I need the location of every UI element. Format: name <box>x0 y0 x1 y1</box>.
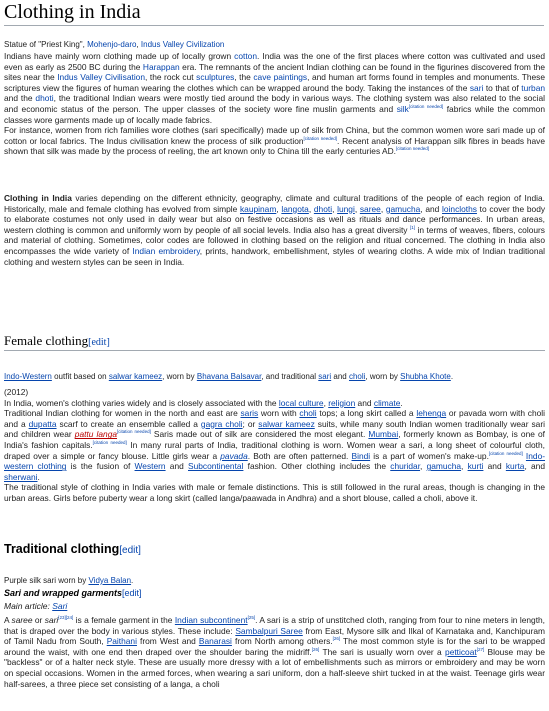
link-banarasi[interactable]: Banarasi <box>198 636 232 647</box>
link-bindi[interactable]: Bindi <box>351 450 371 461</box>
link-bhavana-balsavar[interactable]: Bhavana Balsavar <box>196 372 262 381</box>
link-dhoti[interactable]: dhoti <box>35 93 54 104</box>
link-paithani[interactable]: Paithani <box>106 636 137 647</box>
citation-needed[interactable]: [citation needed] <box>408 104 444 110</box>
link-cotton[interactable]: cotton <box>234 51 257 61</box>
link-lungi[interactable]: lungi <box>337 203 355 214</box>
link-shubha-khote[interactable]: Shubha Khote <box>400 372 451 381</box>
reference-27[interactable]: [27] <box>476 646 485 652</box>
reference-25[interactable]: [25] <box>247 615 256 621</box>
image-caption-indo-western: Indo-Western outfit based on salwar kameez, worn by Bhavana Balsavar, and traditional sari and choli, worn by Shubha Khote. <box>4 372 454 381</box>
link-kurti[interactable]: kurti <box>467 461 484 472</box>
link-dhoti[interactable]: dhoti <box>313 203 333 214</box>
traditional-style-paragraph: The traditional style of clothing in India varies with male or female distinctions. This is still followed in the rural areas, though is changing in the urban areas. Girls before puberty wear a long skirt (called langa/paawada in Andhra) and a short blouse, called a choli, above it. <box>4 482 545 503</box>
link-dupatta[interactable]: dupatta <box>28 418 57 429</box>
link-sculptures[interactable]: sculptures <box>196 72 235 83</box>
link-petticoat[interactable]: petticoat <box>445 646 477 657</box>
link-mumbai[interactable]: Mumbai <box>368 429 399 440</box>
clothing-overview-paragraph: Clothing in India varies depending on the different ethnicity, geography, climate and cultural traditions of the people of each region of India. Historically, male and female clothing has evolved from simple kaupinam, langota, dhoti, lungi, saree, gamucha, and loincloths to cover the body to elaborate costumes not only used in daily wear but also on festive occasions as well as rituals and dance performances. In urban areas, western clothing is common and uniformly worn by people of all social levels. India also has a great diversity [1] in terms of weaves, fibers, colours and material of clothing. Sometimes, color codes are followed in clothing based on the religion and ritual concerned. The clothing in India also encompasses the wide variety of Indian embroidery, prints, handwork, embellishment, styles of wearing cloths. A wide mix of Indian traditional clothing and western styles can be seen in India. <box>4 193 546 267</box>
link-harappan[interactable]: Harappan <box>142 61 180 72</box>
link-loincloths[interactable]: loincloths <box>442 203 477 214</box>
link-pattu-langa[interactable]: pattu langa <box>74 429 118 440</box>
citation-needed[interactable]: [citation needed] <box>488 450 523 456</box>
edit-link[interactable]: [edit] <box>122 588 142 598</box>
link-vidya-balan[interactable]: Vidya Balan <box>88 576 132 585</box>
citation-needed[interactable]: [citation needed] <box>303 135 337 141</box>
edit-link[interactable]: [edit] <box>88 337 110 348</box>
link-cave-paintings[interactable]: cave paintings <box>253 72 308 83</box>
caption-year: (2012) <box>4 387 29 397</box>
link-subcontinental[interactable]: Subcontinental <box>188 461 244 472</box>
page-title: Clothing in India <box>4 1 141 23</box>
link-indo-western[interactable]: Indo-Western <box>4 372 52 381</box>
link-lehenga[interactable]: lehenga <box>416 408 447 419</box>
link-choli[interactable]: choli <box>299 408 317 419</box>
link-sambalpuri-saree[interactable]: Sambalpuri Saree <box>235 625 303 636</box>
link-choli[interactable]: choli <box>348 372 366 381</box>
edit-link[interactable]: [edit] <box>119 545 141 556</box>
link-main-article-sari[interactable]: Sari <box>52 601 68 611</box>
link-indo-western-clothing[interactable]: Indo-western clothing <box>4 450 546 472</box>
reference-1[interactable]: [1] <box>410 224 416 230</box>
link-indian-subcontinent[interactable]: Indian subcontinent <box>174 615 248 625</box>
link-western[interactable]: Western <box>134 461 166 472</box>
link-langota[interactable]: langota <box>281 203 309 214</box>
link-sari[interactable]: sari <box>469 82 484 93</box>
link-climate[interactable]: climate <box>373 397 401 408</box>
link-turban[interactable]: turban <box>521 82 546 93</box>
title-underline <box>4 25 544 26</box>
reference-23-24[interactable]: [23][24] <box>58 615 74 621</box>
link-indian-embroidery[interactable]: Indian embroidery <box>132 245 200 256</box>
link-saree[interactable]: saree <box>359 203 381 214</box>
citation-needed[interactable]: [citation needed] <box>395 146 429 152</box>
section-rule <box>4 350 545 351</box>
section-heading-female-clothing: Female clothing[edit] <box>4 333 110 348</box>
link-kaupinam[interactable]: kaupinam <box>239 203 277 214</box>
link-silk[interactable]: silk <box>396 103 409 114</box>
link-religion[interactable]: religion <box>328 397 356 408</box>
link-pavada[interactable]: pavada <box>220 450 248 461</box>
section-heading-traditional-clothing: Traditional clothing[edit] <box>4 542 141 556</box>
intro-paragraph: Indians have mainly worn clothing made up of locally grown cotton. India was the one of the first places where cotton was cultivated and used even as early as 2500 BC during the Harappan era. The remnants of the ancient Indian clothing can be found in the figurines discovered from the sites near the Indus Valley Civilisation, the rock cut sculptures, the cave paintings, and human art forms found in temples and monuments. These scriptures view the figures of human wearing the clothes which can be wrapped around the body. Taking the instances of the sari to that of turban and the dhoti, the traditional Indian wears were mostly tied around the body in various ways. The clothing system was also related to the social and economic status of the person. The upper classes of the society wore fine muslin garments and silk[citation needed] fabrics while the common classes wore garments made up of locally made fabrics. For instance, women from rich families wore clothes (sari specifically) made up of silk from China, but the common women wore sari made up of cotton or local fabrics. The Indus civilisation knew the process of silk production[citation needed]. Recent analysis of Harappan silk fibres in beads have shown that silk was made by the process of reeling, the art known only to China till the early centuries AD.[citation needed] <box>4 51 546 157</box>
link-sherwani[interactable]: sherwani <box>4 471 38 482</box>
link-salwar-kameez[interactable]: salwar kameez <box>258 418 315 429</box>
link-indus-valley-civilization[interactable]: Indus Valley Civilization <box>140 40 225 49</box>
link-gamucha[interactable]: gamucha <box>385 203 421 214</box>
citation-needed[interactable]: [citation needed] <box>92 440 127 446</box>
link-indus-valley-civilisation[interactable]: Indus Valley Civilisation <box>57 72 146 83</box>
reference-26[interactable]: [26] <box>311 646 320 652</box>
citation-needed[interactable]: [citation needed] <box>117 429 151 435</box>
subsection-heading-sari: Sari and wrapped garments[edit] <box>4 588 142 598</box>
sari-paragraph: A saree or sari[23][24] is a female garment in the Indian subcontinent[25]. A sari is a strip of unstitched cloth, ranging from four to nine meters in length, that is draped over the body in various styles. These include: Sambalpuri Saree from East, Mysore silk and Ilkal of Karnataka and, Kanchipuram of Tamil Nadu from South, Paithani from West and Banarasi from North among others.[26] The most common style is for the sari to be wrapped around the waist, with one end then draped over the shoulder baring the midriff.[26] The sari is usually worn over a petticoat[27] Blouse may be "backless" or of a halter neck style. These are usually more dressy with a lot of embellishments such as mirrors or embroidery and may be worn on special occasions. Women in the armed forces, when wearing a sari uniform, don a half-sleeve shirt tucked in at the waist. Teenage girls wear half-sarees, a three piece set consisting of a langa, a choli <box>4 615 546 689</box>
link-salwar-kameez[interactable]: salwar kameez <box>108 372 163 381</box>
link-mohenjo-daro[interactable]: Mohenjo-daro <box>87 40 137 49</box>
image-caption-priest-king: Statue of "Priest King", Mohenjo-daro, Indus Valley Civilization <box>4 40 225 49</box>
link-gamucha[interactable]: gamucha <box>426 461 462 472</box>
link-churidar[interactable]: churidar <box>390 461 421 472</box>
link-gagra-choli[interactable]: gagra choli <box>200 418 243 429</box>
main-article-note: Main article: Sari <box>4 601 68 611</box>
link-sari[interactable]: sari <box>318 372 332 381</box>
reference-26[interactable]: [26] <box>332 636 341 642</box>
link-local-culture[interactable]: local culture <box>278 397 324 408</box>
image-caption-purple-sari: Purple silk sari worn by Vidya Balan. <box>4 576 134 585</box>
link-kurta[interactable]: kurta <box>505 461 525 472</box>
female-clothing-paragraph: (2012) In India, women's clothing varies widely and is closely associated with the local culture, religion and climate. Traditional Indian clothing for women in the north and east are saris worn with choli tops; a long skirt called a lehenga or pavada worn with choli and a dupatta scarf to create an ensemble called a gagra choli; or salwar kameez suits, while many south Indian women traditionally wear sari and children wear pattu langa[citation needed] Saris made out of silk are considered the most elegant. Mumbai, formerly known as Bombay, is one of India's fashion capitals.[citation needed] In many rural parts of India, traditional clothing is worn. Women wear a sari, a long sheet of colourful cloth, draped over a simple or fancy blouse. Little girls wear a pavada. Both are often patterned. Bindi is a part of women's make-up.[citation needed] Indo-western clothing is the fusion of Western and Subcontinental fashion. Other clothing includes the churidar, gamucha, kurti and kurta, and sherwani. The traditional style of clothing in India varies with male or female distinctions. This is still followed in the rural areas, though is changing in the urban areas. Girls before puberty wear a long skirt (called langa/paawada in Andhra) and a short blouse, called a choli, above it. <box>4 387 546 503</box>
link-saris[interactable]: saris <box>240 408 259 419</box>
